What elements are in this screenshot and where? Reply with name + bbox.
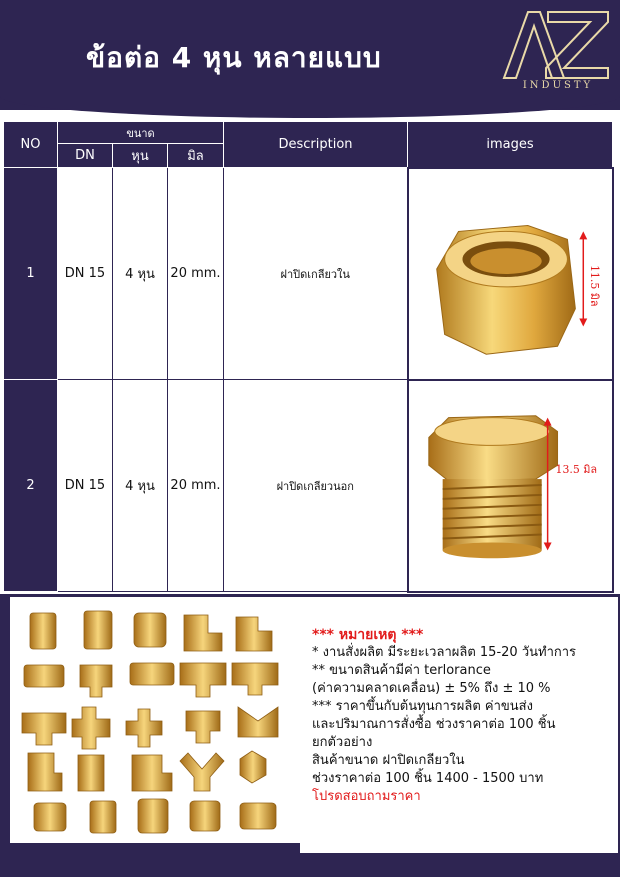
product-table <box>3 121 614 593</box>
notes-block <box>312 626 616 806</box>
row-mil: 20 mm. <box>168 380 224 592</box>
note-line: ยกตัวอย่าง <box>312 735 373 750</box>
row-no: 2 <box>4 380 58 592</box>
header-images: images <box>408 122 613 168</box>
contact-cta: โปรดสอบถามราคา <box>312 789 421 804</box>
row-description: ฝาปิดเกลียวนอก <box>224 380 408 592</box>
male-plug-image <box>409 381 612 591</box>
header-description: Description <box>224 122 408 168</box>
dim-label: 13.5 มิล <box>555 462 597 476</box>
fittings-gallery <box>14 603 296 843</box>
table-row <box>4 380 613 592</box>
header-size: ขนาด <box>58 122 224 144</box>
row-dn: DN 15 <box>58 168 113 380</box>
row-mil: 20 mm. <box>168 168 224 380</box>
note-line: ** ขนาดสินค้ามีค่า terlorance <box>312 663 491 678</box>
logo-subtitle: INDUSTY <box>522 80 594 91</box>
row-hun: 4 หุน <box>113 168 168 380</box>
note-line: *** ราคาขึ้นกับต้นทุนการผลิต ค่าขนส่ง <box>312 699 533 714</box>
header-no: NO <box>4 122 58 168</box>
notes-heading: *** หมายเหตุ *** <box>312 627 424 643</box>
dim-label: 11.5 มิล <box>587 264 601 307</box>
female-cap-image <box>409 169 612 379</box>
row-description: ฝาปิดเกลียวใน <box>224 168 408 380</box>
note-line: * งานสั่งผลิต มีระยะเวลาผลิต 15-20 วันทำการ <box>312 645 577 660</box>
row-image-cell <box>408 380 613 592</box>
row-no: 1 <box>4 168 58 380</box>
header-hun: หุน <box>113 144 168 168</box>
header-mil: มิล <box>168 144 224 168</box>
row-dn: DN 15 <box>58 380 113 592</box>
header-curve <box>0 96 620 118</box>
note-line: ช่วงราคาต่อ 100 ชิ้น 1400 - 1500 บาท <box>312 771 544 786</box>
note-line: (ค่าความคลาดเคลื่อน) ± 5% ถึง ± 10 % <box>312 681 551 696</box>
logo-letters: AZ <box>556 6 558 7</box>
note-line: สินค้าขนาด ฝาปิดเกลียวใน <box>312 753 465 768</box>
row-hun: 4 หุน <box>113 380 168 592</box>
page-title: ข้อต่อ 4 หุน หลายแบบ <box>86 41 382 74</box>
note-line: และปริมาณการสั่งซื้อ ช่วงราคาต่อ 100 ชิ้น <box>312 717 556 732</box>
table-row <box>4 168 613 380</box>
header-dn: DN <box>58 144 113 168</box>
row-image-cell <box>408 168 613 380</box>
